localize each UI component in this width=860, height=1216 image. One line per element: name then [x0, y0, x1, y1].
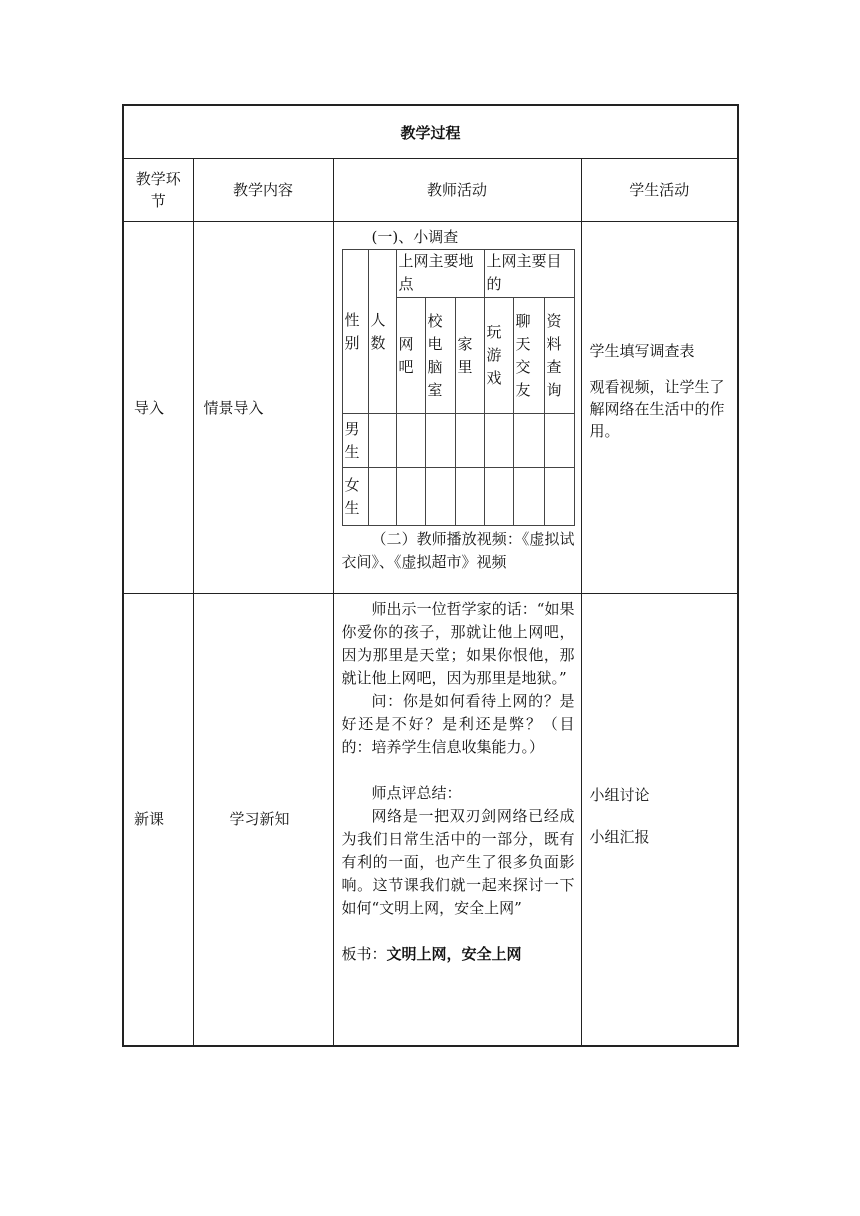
- table-title: 教学过程: [123, 105, 738, 159]
- board-label: 板书：: [341, 945, 387, 963]
- new-p3: 师点评总结：: [371, 784, 462, 802]
- student-intro-1: 学生填写调查表: [589, 342, 695, 360]
- header-content: 教学内容: [193, 159, 333, 222]
- stage-intro: 导入: [123, 222, 193, 594]
- survey-row-label: 女生: [342, 468, 368, 526]
- header-student: 学生活动: [581, 159, 738, 222]
- teaching-process-table: [122, 104, 739, 1047]
- student-new-2: 小组汇报: [589, 828, 650, 846]
- survey-row-label: 男生: [342, 414, 368, 468]
- teacher-activity-intro: [333, 222, 581, 594]
- student-activity-new: [581, 594, 738, 1046]
- video-text: （二）教师播放视频：《虚拟试衣间》、《虚拟超市》视频: [341, 530, 575, 571]
- survey-col-gender: 性别: [342, 250, 368, 414]
- table-row-new-lesson: [123, 594, 738, 1046]
- header-teacher: 教师活动: [333, 159, 581, 222]
- header-stage: 教学环节: [123, 159, 193, 222]
- new-p4: 网络是一把双刃剑网络已经成为我们日常生活中的一部分，既有有利的一面，也产生了很多负面影响。这节课我们就一起来探讨一下如何“文明上网，安全上网”: [341, 807, 575, 917]
- survey-place-1: 校电脑室: [425, 298, 455, 414]
- survey-purpose-1: 聊天交友: [513, 298, 544, 414]
- new-p1: 师出示一位哲学家的话：“如果你爱你的孩子，那就让他上网吧，因为那里是天堂；如果你恨他，那就让他上网吧，因为那里是地狱。”: [341, 600, 575, 687]
- student-new-1: 小组讨论: [589, 786, 650, 804]
- survey-place-2: 家里: [455, 298, 484, 414]
- content-intro: 情景导入: [193, 222, 333, 594]
- survey-place-0: 网吧: [396, 298, 425, 414]
- student-activity-intro: [581, 222, 738, 594]
- content-new: 学习新知: [193, 594, 333, 1046]
- board-text: 文明上网，安全上网: [386, 945, 522, 963]
- survey-row-female: [342, 468, 574, 526]
- table-row-intro: [123, 222, 738, 594]
- survey-purpose-0: 玩游戏: [484, 298, 513, 414]
- student-intro-2: 观看视频，让学生了解网络在生活中的作用。: [589, 378, 725, 440]
- survey-group-purpose: 上网主要目的: [484, 250, 574, 298]
- survey-group-place: 上网主要地点: [396, 250, 484, 298]
- survey-purpose-2: 资料查询: [544, 298, 574, 414]
- stage-new: 新课: [123, 594, 193, 1046]
- survey-table: [342, 249, 575, 526]
- survey-row-male: [342, 414, 574, 468]
- survey-title: (一)、小调查: [371, 228, 459, 246]
- teacher-activity-new: [333, 594, 581, 1046]
- new-p2: 问：你是如何看待上网的？是好还是不好？是利还是弊？（目的：培养学生信息收集能力。）: [341, 692, 575, 756]
- board-line: [342, 943, 575, 966]
- survey-col-count: 人数: [368, 250, 396, 414]
